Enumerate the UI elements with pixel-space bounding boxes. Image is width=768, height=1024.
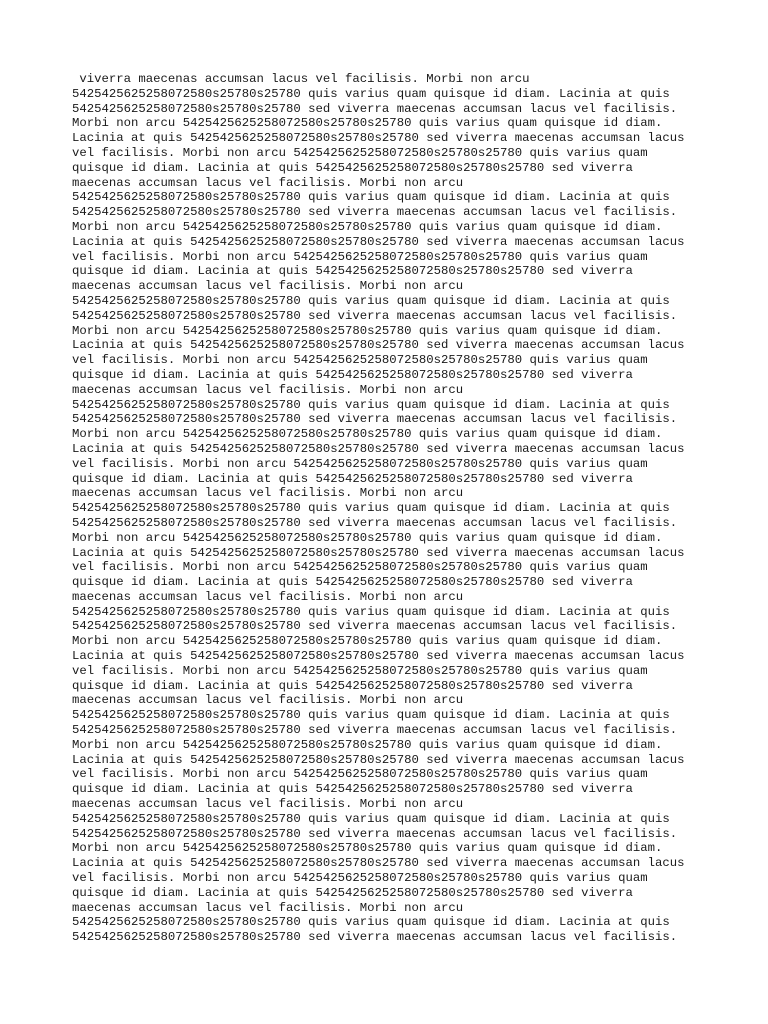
text-line: maecenas accumsan lacus vel facilisis. Morbi non arcu: [72, 279, 464, 294]
text-line: Morbi non arcu 5425425625258072580s25780s25780 quis varius quam quisque id diam.: [72, 323, 663, 338]
text-line: 5425425625258072580s25780s25780 sed viverra maecenas accumsan lacus vel facilisis.: [72, 826, 678, 841]
text-line: vel facilisis. Morbi non arcu 5425425625258072580s25780s25780 quis varius quam: [72, 560, 648, 575]
text-line: vel facilisis. Morbi non arcu 5425425625258072580s25780s25780 quis varius quam: [72, 456, 648, 471]
text-line: 5425425625258072580s25780s25780 quis varius quam quisque id diam. Lacinia at quis: [72, 811, 670, 826]
document-page: [72, 72, 712, 945]
text-line: 5425425625258072580s25780s25780 sed viverra maecenas accumsan lacus vel facilisis.: [72, 412, 678, 427]
text-line: maecenas accumsan lacus vel facilisis. Morbi non arcu: [72, 900, 464, 915]
text-line: Lacinia at quis 5425425625258072580s25780s25780 sed viverra maecenas accumsan lacus: [72, 752, 685, 767]
text-line: Lacinia at quis 5425425625258072580s25780s25780 sed viverra maecenas accumsan lacus: [72, 338, 685, 353]
text-line: 5425425625258072580s25780s25780 quis varius quam quisque id diam. Lacinia at quis: [72, 915, 670, 930]
text-line: Lacinia at quis 5425425625258072580s25780s25780 sed viverra maecenas accumsan lacus: [72, 234, 685, 249]
text-line: Lacinia at quis 5425425625258072580s25780s25780 sed viverra maecenas accumsan lacus: [72, 441, 685, 456]
text-line: 5425425625258072580s25780s25780 sed viverra maecenas accumsan lacus vel facilisis.: [72, 205, 678, 220]
text-line: 5425425625258072580s25780s25780 quis varius quam quisque id diam. Lacinia at quis: [72, 397, 670, 412]
text-line: quisque id diam. Lacinia at quis 5425425625258072580s25780s25780 sed viverra: [72, 885, 633, 900]
text-line: 5425425625258072580s25780s25780 sed viverra maecenas accumsan lacus vel facilisis.: [72, 515, 678, 530]
text-line: Morbi non arcu 5425425625258072580s25780s25780 quis varius quam quisque id diam.: [72, 427, 663, 442]
text-line: 5425425625258072580s25780s25780 sed viverra maecenas accumsan lacus vel facilisis.: [72, 101, 678, 116]
text-line: quisque id diam. Lacinia at quis 5425425625258072580s25780s25780 sed viverra: [72, 575, 633, 590]
text-line: Morbi non arcu 5425425625258072580s25780s25780 quis varius quam quisque id diam.: [72, 530, 663, 545]
text-line: 5425425625258072580s25780s25780 quis varius quam quisque id diam. Lacinia at quis: [72, 604, 670, 619]
text-line: maecenas accumsan lacus vel facilisis. Morbi non arcu: [72, 693, 464, 708]
text-line: Lacinia at quis 5425425625258072580s25780s25780 sed viverra maecenas accumsan lacus: [72, 545, 685, 560]
text-line: quisque id diam. Lacinia at quis 5425425625258072580s25780s25780 sed viverra: [72, 678, 633, 693]
text-line: 5425425625258072580s25780s25780 quis varius quam quisque id diam. Lacinia at quis: [72, 708, 670, 723]
text-line: Morbi non arcu 5425425625258072580s25780s25780 quis varius quam quisque id diam.: [72, 634, 663, 649]
body-text: [72, 72, 712, 945]
text-line: vel facilisis. Morbi non arcu 5425425625258072580s25780s25780 quis varius quam: [72, 145, 648, 160]
text-line: vel facilisis. Morbi non arcu 5425425625258072580s25780s25780 quis varius quam: [72, 767, 648, 782]
text-line: maecenas accumsan lacus vel facilisis. Morbi non arcu: [72, 589, 464, 604]
text-line: Morbi non arcu 5425425625258072580s25780s25780 quis varius quam quisque id diam.: [72, 116, 663, 131]
text-line: Morbi non arcu 5425425625258072580s25780s25780 quis varius quam quisque id diam.: [72, 219, 663, 234]
text-line: 5425425625258072580s25780s25780 sed viverra maecenas accumsan lacus vel facilisis.: [72, 619, 678, 634]
text-line: maecenas accumsan lacus vel facilisis. Morbi non arcu: [72, 797, 464, 812]
text-line: 5425425625258072580s25780s25780 quis varius quam quisque id diam. Lacinia at quis: [72, 293, 670, 308]
text-line: vel facilisis. Morbi non arcu 5425425625258072580s25780s25780 quis varius quam: [72, 249, 648, 264]
text-line: quisque id diam. Lacinia at quis 5425425625258072580s25780s25780 sed viverra: [72, 782, 633, 797]
text-line: vel facilisis. Morbi non arcu 5425425625258072580s25780s25780 quis varius quam: [72, 353, 648, 368]
text-line: maecenas accumsan lacus vel facilisis. Morbi non arcu: [72, 486, 464, 501]
text-line: 5425425625258072580s25780s25780 sed viverra maecenas accumsan lacus vel facilisis.: [72, 930, 678, 945]
text-line: maecenas accumsan lacus vel facilisis. Morbi non arcu: [72, 175, 464, 190]
text-line: quisque id diam. Lacinia at quis 5425425625258072580s25780s25780 sed viverra: [72, 367, 633, 382]
text-line: Lacinia at quis 5425425625258072580s25780s25780 sed viverra maecenas accumsan lacus: [72, 649, 685, 664]
text-line: 5425425625258072580s25780s25780 quis varius quam quisque id diam. Lacinia at quis: [72, 501, 670, 516]
text-line: Morbi non arcu 5425425625258072580s25780s25780 quis varius quam quisque id diam.: [72, 737, 663, 752]
text-line: 5425425625258072580s25780s25780 quis varius quam quisque id diam. Lacinia at quis: [72, 86, 670, 101]
text-line: vel facilisis. Morbi non arcu 5425425625258072580s25780s25780 quis varius quam: [72, 663, 648, 678]
text-line: Morbi non arcu 5425425625258072580s25780s25780 quis varius quam quisque id diam.: [72, 841, 663, 856]
text-line: viverra maecenas accumsan lacus vel facilisis. Morbi non arcu: [72, 72, 530, 86]
text-line: Lacinia at quis 5425425625258072580s25780s25780 sed viverra maecenas accumsan lacus: [72, 856, 685, 871]
text-line: 5425425625258072580s25780s25780 quis varius quam quisque id diam. Lacinia at quis: [72, 190, 670, 205]
text-line: 5425425625258072580s25780s25780 sed viverra maecenas accumsan lacus vel facilisis.: [72, 723, 678, 738]
text-line: Lacinia at quis 5425425625258072580s25780s25780 sed viverra maecenas accumsan lacus: [72, 131, 685, 146]
text-line: quisque id diam. Lacinia at quis 5425425625258072580s25780s25780 sed viverra: [72, 264, 633, 279]
text-line: maecenas accumsan lacus vel facilisis. Morbi non arcu: [72, 382, 464, 397]
text-line: quisque id diam. Lacinia at quis 5425425625258072580s25780s25780 sed viverra: [72, 471, 633, 486]
text-line: vel facilisis. Morbi non arcu 5425425625258072580s25780s25780 quis varius quam: [72, 871, 648, 886]
text-line: 5425425625258072580s25780s25780 sed viverra maecenas accumsan lacus vel facilisis.: [72, 308, 678, 323]
text-line: quisque id diam. Lacinia at quis 5425425625258072580s25780s25780 sed viverra: [72, 160, 633, 175]
